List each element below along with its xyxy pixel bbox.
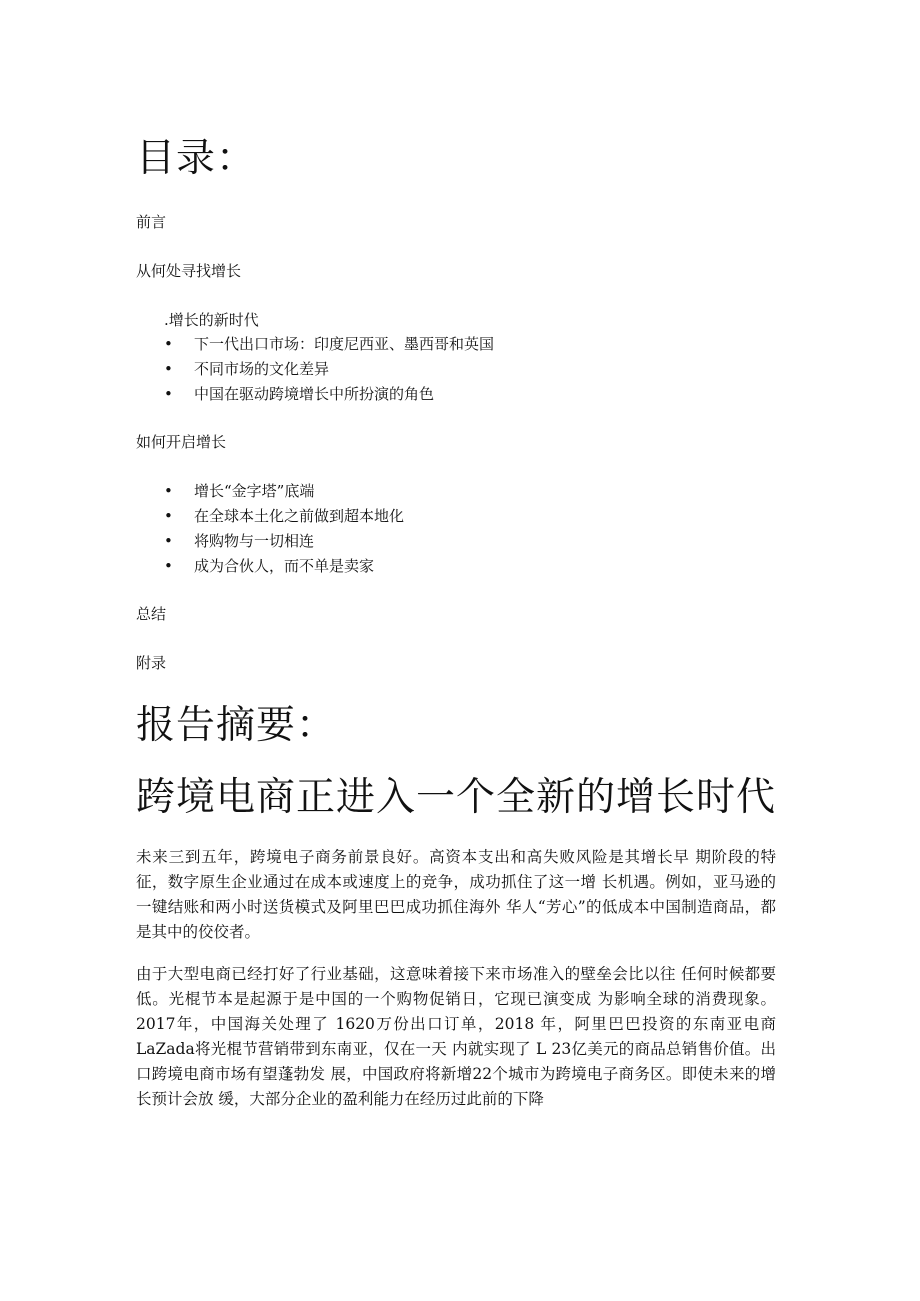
toc-bullet-text: 成为合伙人，而不单是卖家 — [194, 557, 375, 575]
toc-bullet-item[interactable] — [164, 481, 314, 501]
toc-item-summary[interactable]: 总结 — [136, 605, 167, 623]
report-subheading: 跨境电商正进入一个全新的增长时代 — [136, 775, 777, 820]
bullet-icon: • — [164, 507, 173, 525]
toc-bullet-text: 增长“金字塔”底端 — [194, 482, 315, 500]
bullet-icon: • — [164, 360, 173, 378]
bullet-icon: • — [164, 532, 173, 550]
toc-bullet-item[interactable] — [164, 531, 314, 551]
toc-item-how-to-start-growth[interactable]: 如何开启增长 — [136, 433, 227, 451]
toc-bullet-item[interactable] — [164, 384, 434, 404]
toc-bullet-item[interactable] — [164, 556, 374, 576]
bullet-icon: • — [164, 335, 173, 353]
body-paragraph-2: 由于大型电商已经打好了行业基础，这意味着接下来市场准入的壁垒会比以往 任何时候都要低。光棍节本是起源于是中国的一个购物促销日，它现已演变成 为影响全球的消费现象。2017年，中国海关处理了 1620万份出口订单，2018 年，阿里巴巴投资的东南亚电商LaZada将光棍节营销带到东南亚，仅在一天 内就实现了 L 23亿美元的商品总销售价值。出口跨境电商市场有望蓬勃发 展，中国政府将新增22个城市为跨境电子商务区。即使未来的增长预计会放 缓，大部分企业的盈利能力在经历过此前的下降 — [136, 965, 776, 1108]
toc-item-preface[interactable]: 前言 — [136, 213, 167, 231]
report-summary-heading: 报告摘要： — [136, 703, 337, 748]
toc-item-where-to-find-growth[interactable]: 从何处寻找增长 — [136, 262, 242, 280]
bullet-icon: • — [164, 385, 173, 403]
toc-bullet-item[interactable] — [164, 359, 329, 379]
toc-subitem-new-era[interactable]: .增长的新时代 — [164, 311, 259, 329]
toc-heading: 目录： — [136, 136, 257, 181]
toc-bullet-text: 将购物与一切相连 — [194, 532, 315, 550]
bullet-icon: • — [164, 482, 173, 500]
bullet-icon: • — [164, 557, 173, 575]
toc-bullet-text: 中国在驱动跨境增长中所扮演的角色 — [194, 385, 435, 403]
toc-bullet-item[interactable] — [164, 334, 494, 354]
body-paragraph-1: 未来三到五年，跨境电子商务前景良好。高资本支出和高失败风险是其增长早 期阶段的特征，数字原生企业通过在成本或速度上的竞争，成功抓住了这一增 长机遇。例如，亚马逊的一键结账和两小时送货模式及阿里巴巴成功抓住海外 华人“芳心”的低成本中国制造商品，都是其中的佼佼者。 — [136, 848, 776, 941]
toc-bullet-text: 下一代出口市场：印度尼西亚、墨西哥和英国 — [194, 335, 495, 353]
toc-bullet-text: 不同市场的文化差异 — [194, 360, 330, 378]
toc-bullet-text: 在全球本土化之前做到超本地化 — [194, 507, 405, 525]
toc-item-appendix[interactable]: 附录 — [136, 654, 167, 672]
toc-bullet-item[interactable] — [164, 506, 404, 526]
